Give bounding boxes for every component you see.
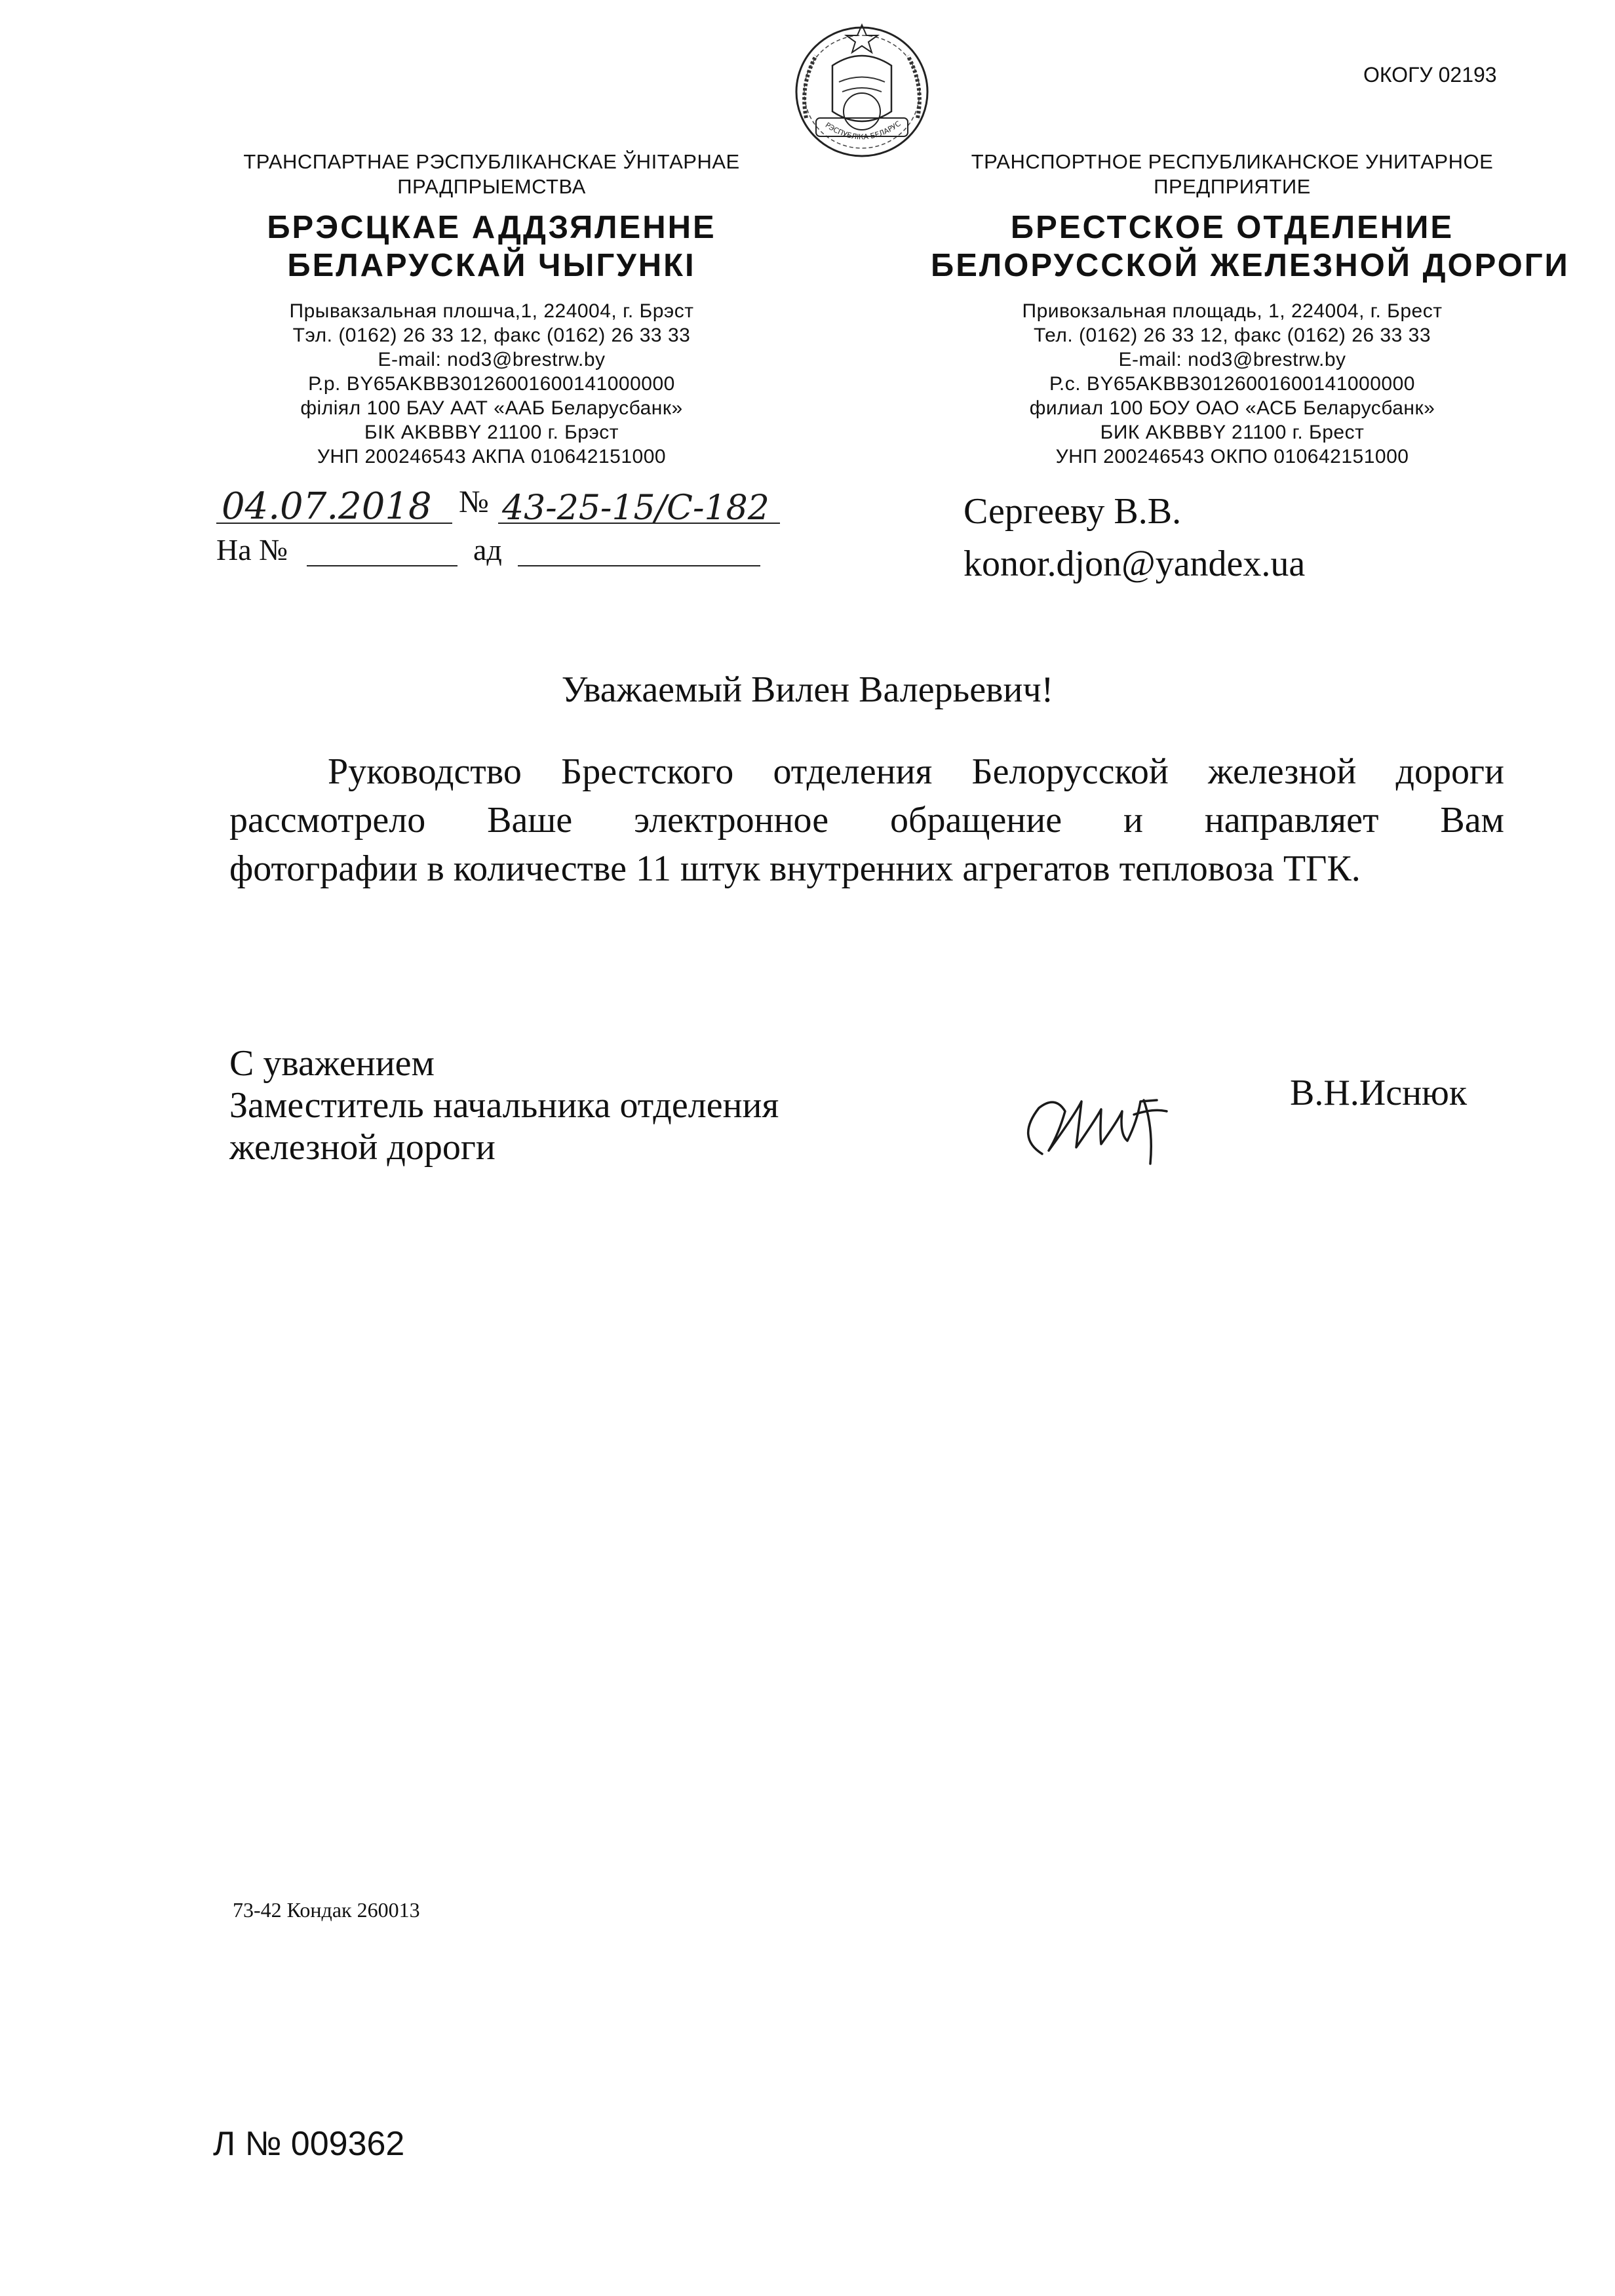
left-org-type: ТРАНСПАРТНАЕ РЭСПУБЛІКАНСКАЕ ЎНІТАРНАЕ ПРАДПРЫЕМСТВА	[243, 150, 740, 198]
reply-from-label: ад	[473, 533, 502, 566]
signature	[1003, 1075, 1199, 1180]
okogu-code: ОКОГУ 02193	[1363, 63, 1497, 87]
salutation: Уважаемый Вилен Валерьевич!	[561, 669, 1054, 710]
left-org-name: БРЭСЦКАЕ АДДЗЯЛЕННЕ БЕЛАРУСКАЙ ЧЫГУНКІ	[267, 210, 716, 283]
number-sign: №	[459, 485, 489, 519]
recipient-name: Сергееву В.В.	[963, 491, 1182, 532]
body-line: рассмотрело Ваше электронное обращение и направляет Вам	[229, 800, 1504, 841]
letter-body	[229, 747, 1504, 893]
right-org-name: БРЕСТСКОЕ ОТДЕЛЕНИЕ БЕЛОРУССКОЙ ЖЕЛЕЗНОЙ ДОРОГИ	[931, 210, 1570, 283]
emblem-ribbon-text: РЭСПУБЛІКА БЕЛАРУС	[823, 119, 903, 142]
emblem-icon	[787, 20, 937, 161]
reply-to-label: На №	[216, 533, 288, 566]
left-requisites: Прывакзальная плошча,1, 224004, г. Брэст Тэл. (0162) 26 33 12, факс (0162) 26 33 33 E-mail: nod3@brestrw.by Р.р. BY65AKBB30126001600141000000 філіял 100 БАУ ААТ «ААБ Беларусбанк» БІК AKBBBY 21100 г. Брэст УНП 200246543 АКПА 010642151000	[289, 300, 694, 467]
signer-name: В.Н.Иснюк	[1290, 1073, 1468, 1113]
recipient-block	[963, 485, 1305, 590]
recipient-email: konor.djon@yandex.ua	[963, 544, 1306, 584]
outgoing-date-field	[216, 482, 452, 528]
right-requisites: Привокзальная площадь, 1, 224004, г. Брест Тел. (0162) 26 33 12, факс (0162) 26 33 33 E-mail: nod3@brestrw.by Р.с. BY65AKBB30126001600141000000 филиал 100 БОУ ОАО «АСБ Беларусбанк» БИК AKBBBY 21100 г. Брест УНП 200246543 ОКПО 010642151000	[1022, 300, 1443, 467]
right-org-type: ТРАНСПОРТНОЕ РЕСПУБЛИКАНСКОЕ УНИТАРНОЕ ПРЕДПРИЯТИЕ	[971, 150, 1494, 198]
closing-phrase: С уважением	[229, 1043, 435, 1084]
signature-icon	[1003, 1075, 1199, 1180]
closing-block	[229, 1042, 779, 1168]
print-info: 73-42 Кондак 260013	[233, 1898, 420, 1922]
reply-to-line	[307, 565, 457, 566]
body-line: Руководство Брестского отделения Белорусской железной дороги	[328, 751, 1504, 792]
signer-position-line: Заместитель начальника отделения	[229, 1085, 779, 1126]
outgoing-number-field	[498, 482, 780, 528]
header-right-column	[931, 149, 1570, 469]
outgoing-date: 04.07.2018	[222, 485, 432, 528]
reply-from-line	[518, 565, 760, 566]
outgoing-number: 43-25-15/С-182	[502, 488, 769, 528]
body-line: фотографии в количестве 11 штук внутренних агрегатов тепловоза ТГК.	[229, 848, 1361, 889]
signer-position-line: железной дороги	[229, 1127, 496, 1168]
header-left-column	[203, 149, 780, 469]
form-number: Л № 009362	[213, 2125, 405, 2163]
state-emblem	[787, 20, 937, 161]
